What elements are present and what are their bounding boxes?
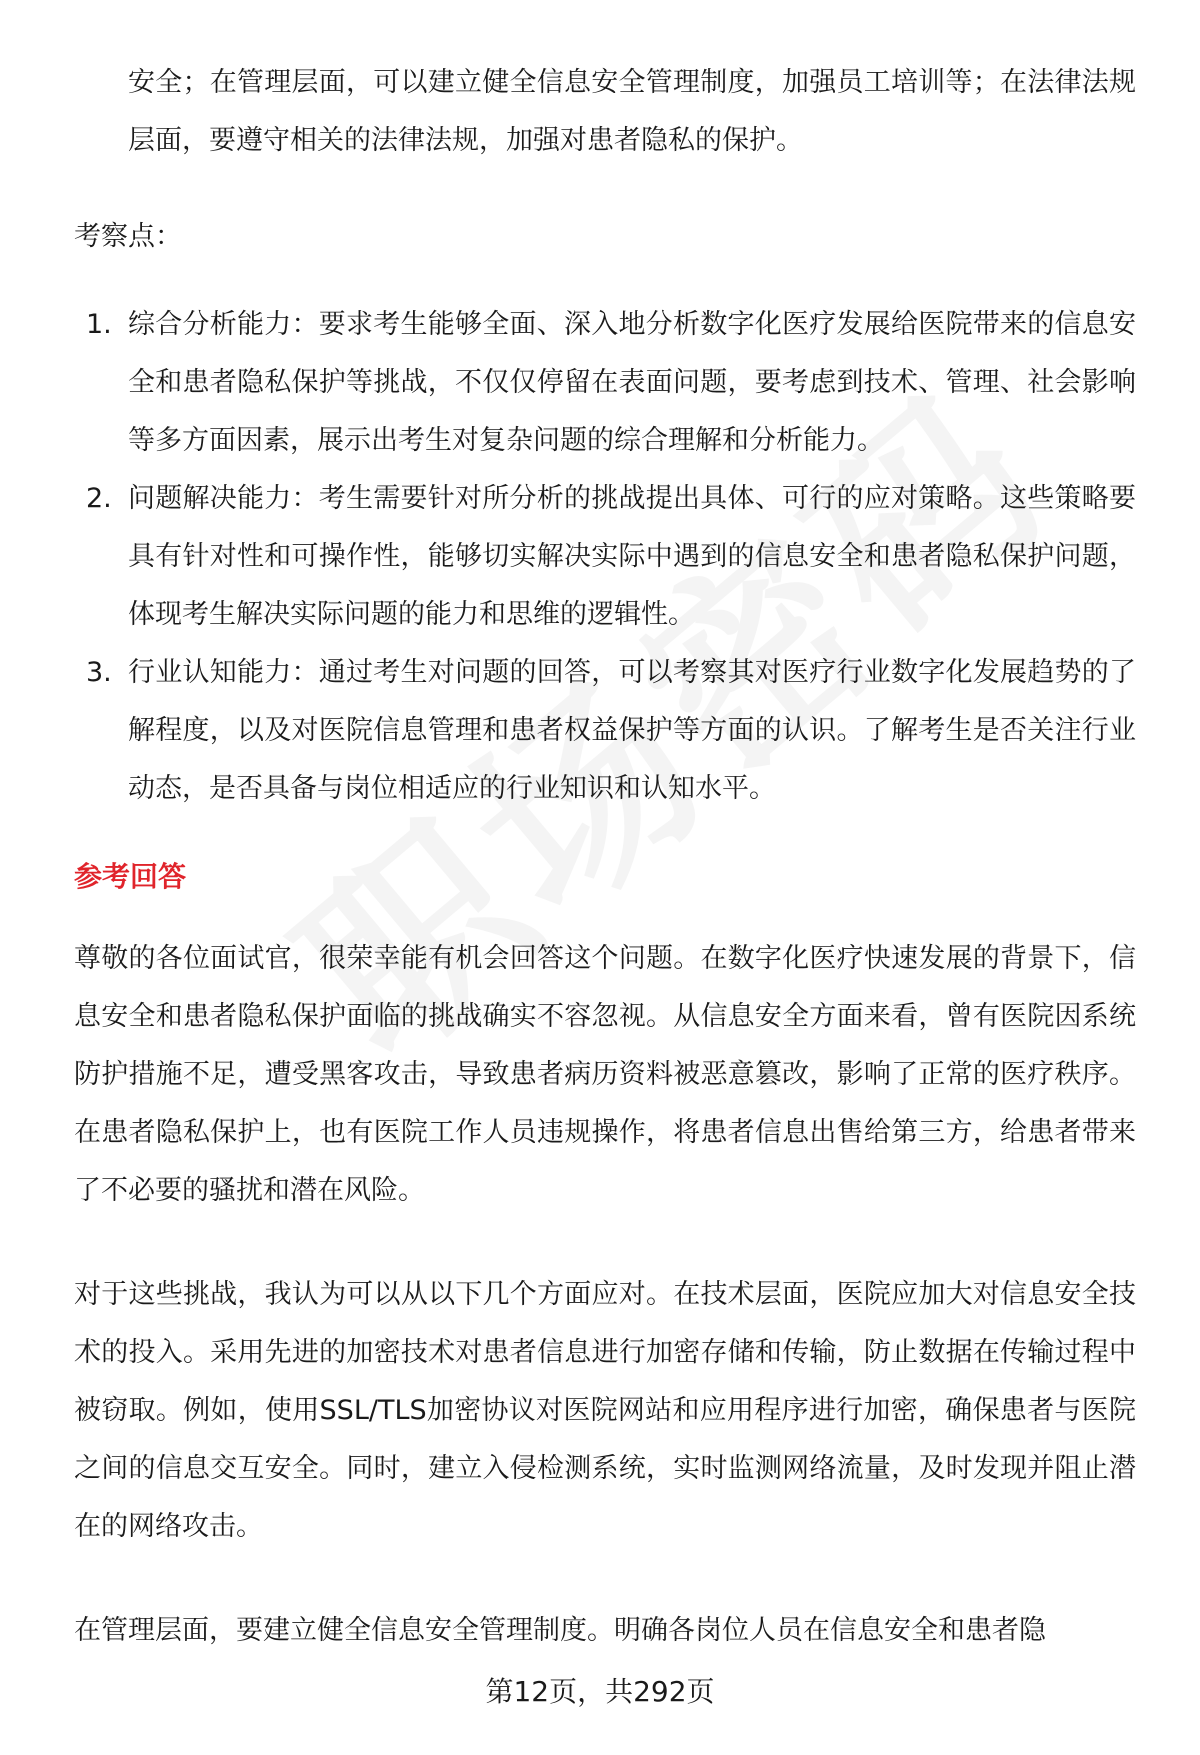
list-item: [74, 470, 1136, 644]
list-number: 1.: [86, 309, 112, 340]
page-footer: 第12页，共292页: [485, 1675, 715, 1708]
answer-paragraph: 在管理层面，要建立健全信息安全管理制度。明确各岗位人员在信息安全和患者隐: [74, 1615, 1046, 1646]
list-text: 问题解决能力：考生需要针对所分析的挑战提出具体、可行的应对策略。这些策略要具有针对性和可操作性，能够切实解决实际中遇到的信息安全和患者隐私保护问题，体现考生解决实际问题的能力和思维的逻辑性。: [128, 483, 1136, 630]
exam-points-list: [74, 296, 1136, 818]
list-item: [74, 644, 1136, 818]
list-number: 3.: [86, 657, 112, 688]
continuation-paragraph: 安全；在管理层面，可以建立健全信息安全管理制度，加强员工培训等；在法律法规层面，要遵守相关的法律法规，加强对患者隐私的保护。: [128, 67, 1136, 156]
list-number: 2.: [86, 483, 112, 514]
exam-points-label: 考察点：: [74, 221, 182, 252]
list-text: 综合分析能力：要求考生能够全面、深入地分析数字化医疗发展给医院带来的信息安全和患者隐私保护等挑战，不仅仅停留在表面问题，要考虑到技术、管理、社会影响等多方面因素，展示出考生对复杂问题的综合理解和分析能力。: [128, 309, 1136, 456]
list-text: 行业认知能力：通过考生对问题的回答，可以考察其对医疗行业数字化发展趋势的了解程度，以及对医院信息管理和患者权益保护等方面的认识。了解考生是否关注行业动态，是否具备与岗位相适应的行业知识和认知水平。: [128, 657, 1136, 804]
answer-paragraph: 尊敬的各位面试官，很荣幸能有机会回答这个问题。在数字化医疗快速发展的背景下，信息安全和患者隐私保护面临的挑战确实不容忽视。从信息安全方面来看，曾有医院因系统防护措施不足，遭受黑客攻击，导致患者病历资料被恶意篡改，影响了正常的医疗秩序。在患者隐私保护上，也有医院工作人员违规操作，将患者信息出售给第三方，给患者带来了不必要的骚扰和潜在风险。: [74, 943, 1136, 1206]
answer-paragraph: 对于这些挑战，我认为可以从以下几个方面应对。在技术层面，医院应加大对信息安全技术的投入。采用先进的加密技术对患者信息进行加密存储和传输，防止数据在传输过程中被窃取。例如，使用SSL/TLS加密协议对医院网站和应用程序进行加密，确保患者与医院之间的信息交互安全。同时，建立入侵检测系统，实时监测网络流量，及时发现并阻止潜在的网络攻击。: [74, 1279, 1136, 1542]
list-item: [74, 296, 1136, 470]
reference-answer-title: 参考回答: [74, 860, 187, 893]
